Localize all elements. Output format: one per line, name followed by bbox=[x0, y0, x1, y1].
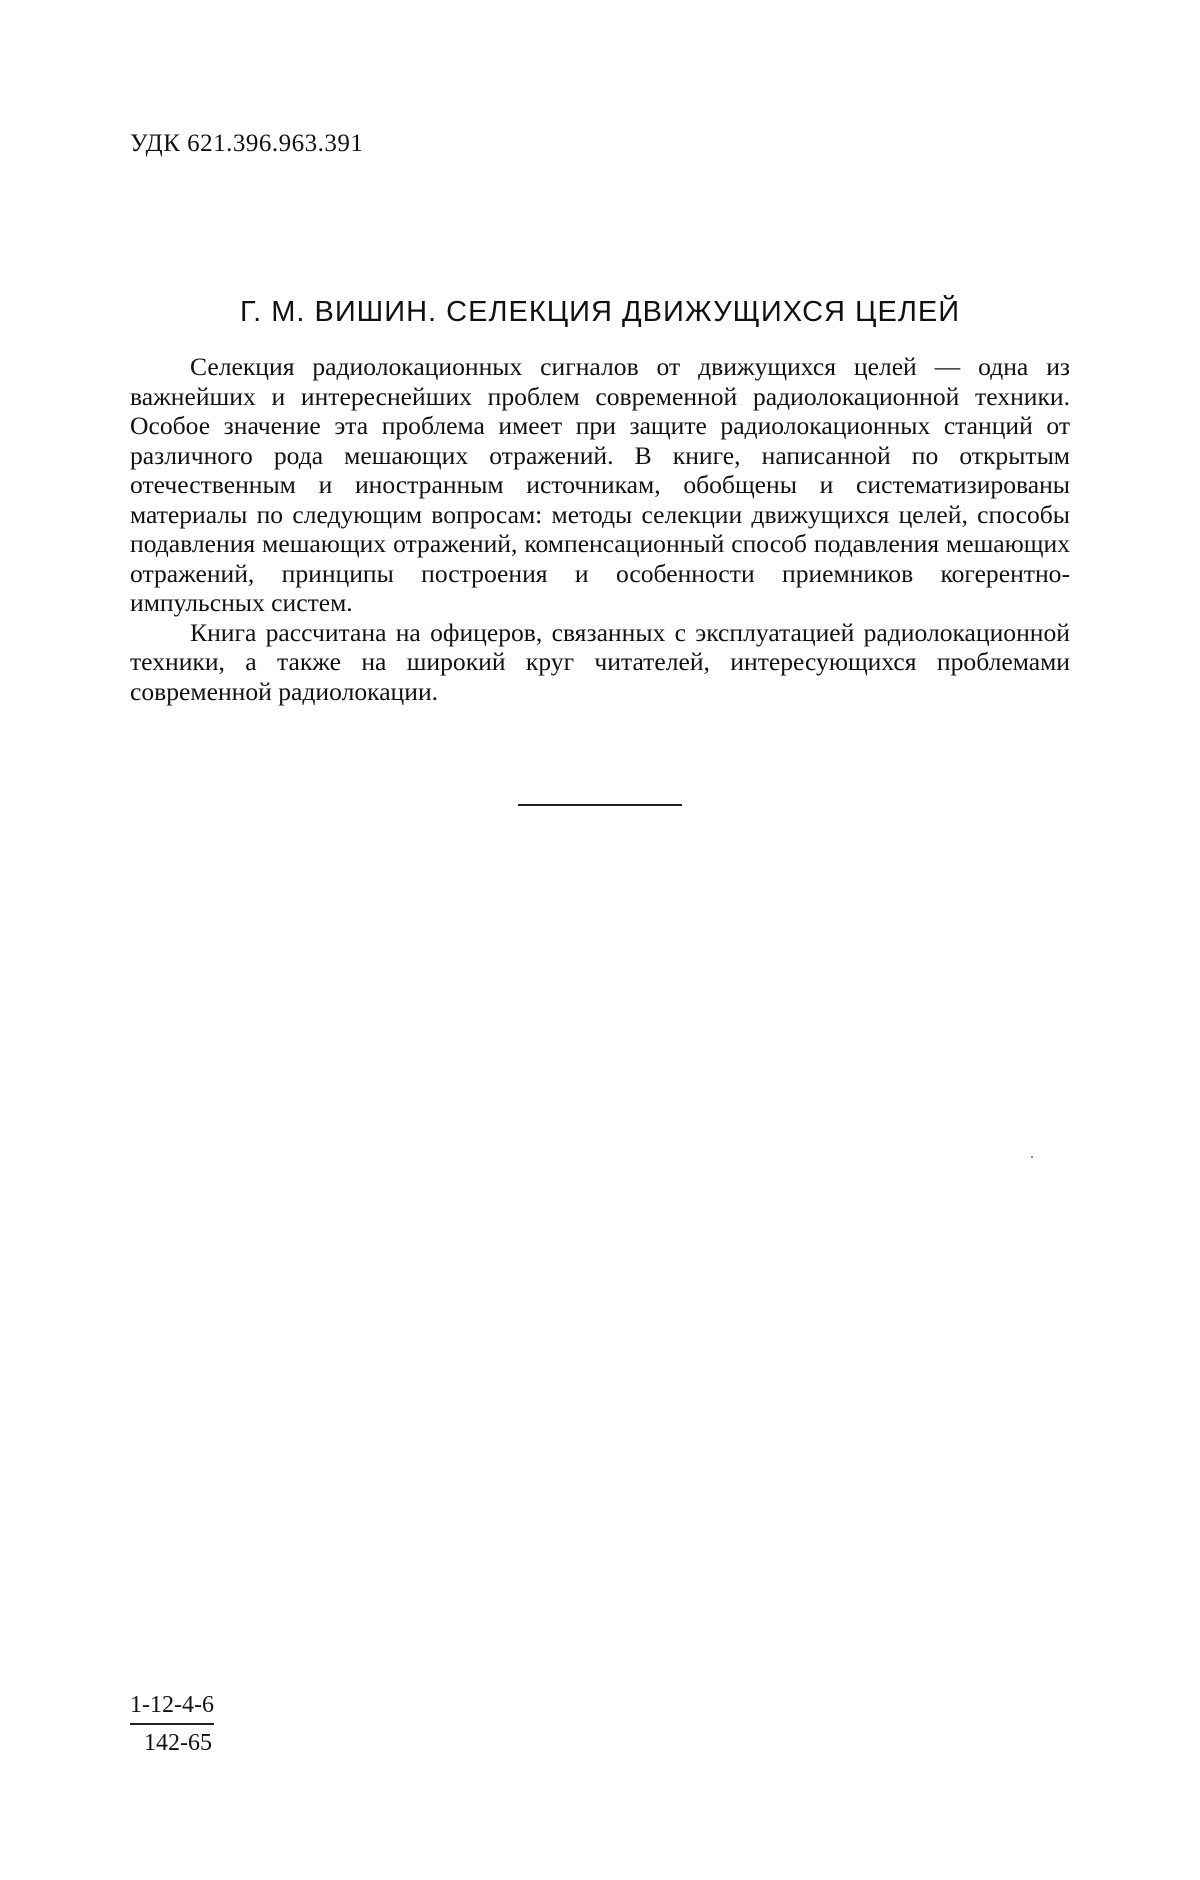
publication-code-numerator bbox=[130, 1693, 214, 1755]
scan-speck bbox=[1031, 1156, 1033, 1158]
section-divider bbox=[518, 804, 682, 806]
abstract-paragraph-2: Книга рассчитана на офицеров, связанных с эксплуатацией радиолокационной техники, а также на широкий круг читателей, интересующихся проблемами современной радиолокации. bbox=[130, 617, 1070, 706]
udk-classification: УДК 621.396.963.391 bbox=[130, 130, 364, 157]
abstract bbox=[130, 352, 1070, 706]
publication-code-numerator-text: 1-12-4-6 bbox=[130, 1692, 214, 1718]
publication-code bbox=[130, 1693, 214, 1755]
book-title: Г. М. ВИШИН. СЕЛЕКЦИЯ ДВИЖУЩИХСЯ ЦЕЛЕЙ bbox=[239, 296, 961, 328]
abstract-paragraph-1: Селекция радиолокационных сигналов от движущихся целей — одна из важнейших и интереснейших проблем современной радиолокационной техники. Особое значение эта проблема имеет при защите радиолокационных станций от различного рода мешающих отражений. В книге, написанной по открытым отечественным и иностранным источникам, обобщены и систематизированы материалы по следующим вопросам: методы селекции движущихся целей, способы подавления мешающих отражений, компенсационный способ подавления мешающих отражений, принципы построения и особенности приемников когерентно-импульсных систем. bbox=[130, 352, 1070, 617]
publication-code-denominator: 142-65 bbox=[130, 1723, 214, 1755]
